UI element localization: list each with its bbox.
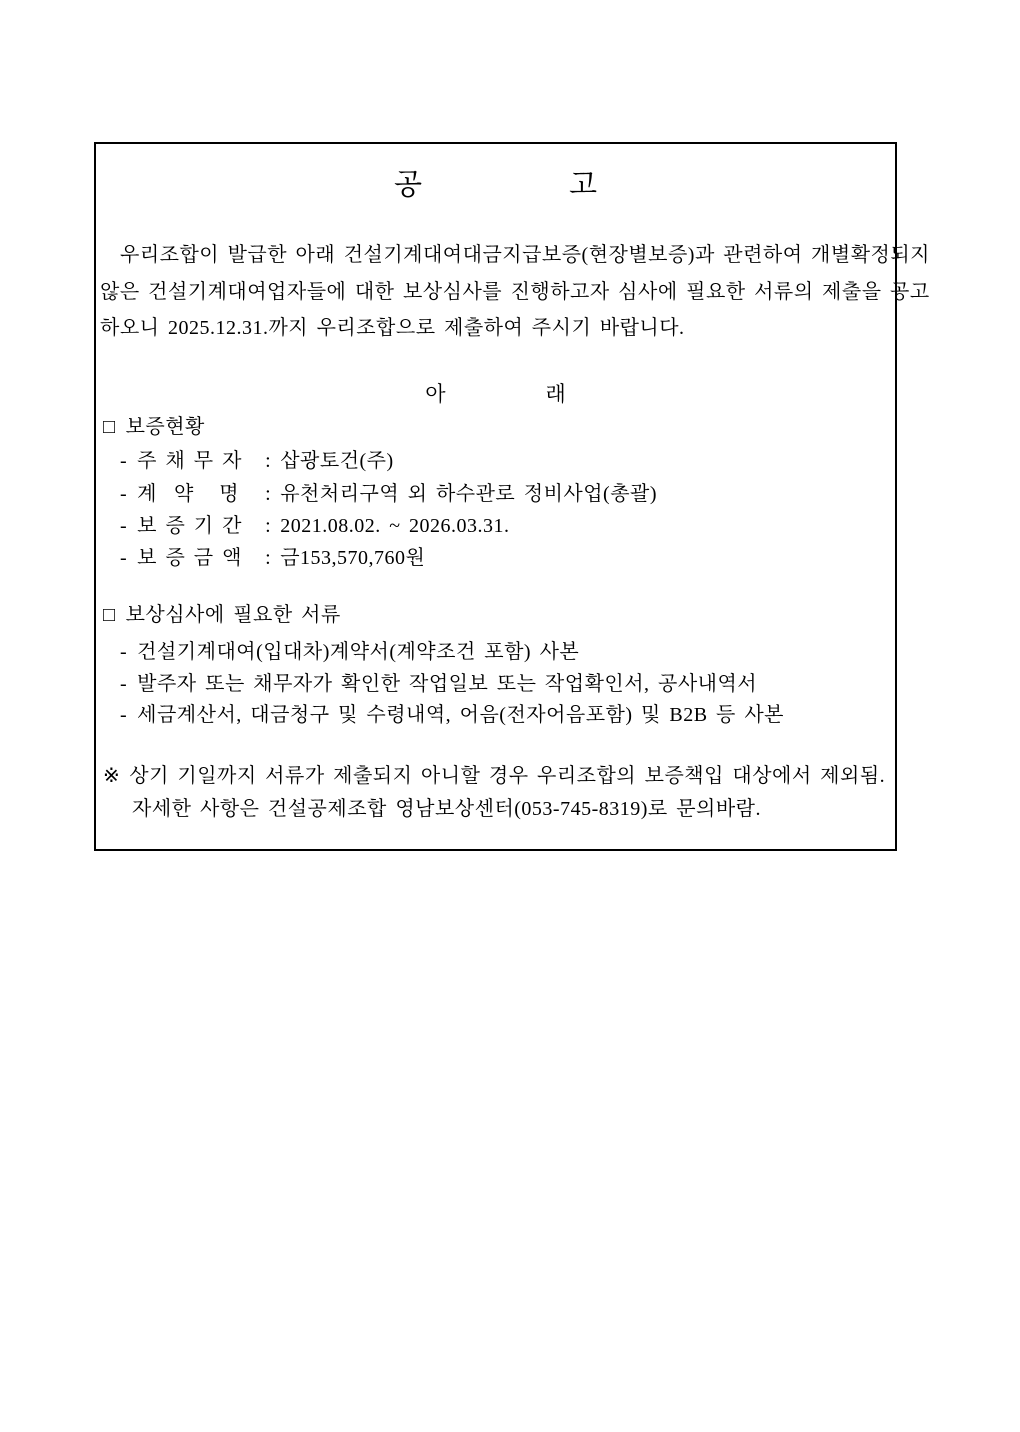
guarantee-item-colon: :: [265, 483, 272, 505]
guarantee-section-heading: [103, 415, 205, 439]
document-item-contract-copy: [120, 640, 579, 664]
dash-bullet-icon: -: [120, 515, 128, 537]
guarantee-item-value: 2021.08.02. ~ 2026.03.31.: [280, 515, 510, 537]
footnote-text-1: 상기 기일까지 서류가 제출되지 아니할 경우 우리조합의 보증책입 대상에서 제외됨.: [129, 765, 886, 787]
dash-bullet-icon: -: [120, 483, 128, 505]
dash-bullet-icon: -: [120, 547, 128, 569]
dash-bullet-icon: -: [120, 704, 128, 726]
reference-mark-icon: ※: [103, 765, 121, 787]
dash-bullet-icon: -: [120, 673, 128, 695]
footnote-line-1: [103, 764, 885, 788]
dash-bullet-icon: -: [120, 450, 128, 472]
documents-section-heading: [103, 603, 341, 627]
guarantee-item-colon: :: [265, 450, 272, 472]
guarantee-item-label: 보 증 기 간: [137, 515, 242, 537]
guarantee-item-contract-name: [120, 482, 657, 506]
subtitle-char-first: 아: [425, 382, 446, 406]
guarantee-item-label: 계 약 명: [137, 483, 240, 505]
document-item-tax-invoice: [120, 703, 784, 727]
notice-subtitle: [96, 382, 895, 407]
title-char-first: 공: [393, 169, 422, 201]
intro-line-1: 우리조합이 발급한 아래 건설기계대여대금지급보증(현장별보증)과 관련하여 개별확정되지: [120, 244, 930, 266]
document-item-text: 발주자 또는 채무자가 확인한 작업일보 또는 작업확인서, 공사내역서: [137, 673, 758, 695]
guarantee-item-value: 금153,570,760원: [280, 547, 426, 569]
document-item-text: 건설기계대여(입대차)계약서(계약조건 포함) 사본: [137, 641, 580, 663]
square-bullet-icon: □: [103, 604, 116, 626]
guarantee-item-label: 주 채 무 자: [137, 450, 242, 472]
document-item-work-report: [120, 672, 757, 696]
notice-border-box: [94, 142, 930, 851]
document-item-text: 세금계산서, 대금청구 및 수령내역, 어음(전자어음포함) 및 B2B 등 사본: [137, 704, 784, 726]
guarantee-item-colon: :: [265, 515, 272, 537]
documents-section-heading-label: 보상심사에 필요한 서류: [125, 604, 341, 626]
guarantee-section-heading-label: 보증현황: [125, 416, 205, 438]
notice-title: [96, 168, 895, 202]
guarantee-item-label: 보 증 금 액: [137, 547, 242, 569]
guarantee-item-amount: [120, 546, 425, 570]
subtitle-char-second: 래: [545, 382, 566, 406]
guarantee-item-value: 유천처리구역 외 하수관로 정비사업(총괄): [280, 483, 657, 505]
footnote-line-2: 자세한 사항은 건설공제조합 영남보상센터(053-745-8319)로 문의바람.: [132, 798, 762, 820]
guarantee-item-colon: :: [265, 547, 272, 569]
guarantee-item-period: [120, 514, 510, 538]
intro-line-3: 하오니 2025.12.31.까지 우리조합으로 제출하여 주시기 바랍니다.: [100, 317, 685, 339]
guarantee-item-debtor: [120, 449, 394, 473]
square-bullet-icon: □: [103, 416, 116, 438]
intro-line-2: 않은 건설기계대여업자들에 대한 보상심사를 진행하고자 심사에 필요한 서류의 제출을 공고: [100, 281, 930, 303]
dash-bullet-icon: -: [120, 641, 128, 663]
guarantee-item-value: 삽광토건(주): [280, 450, 394, 472]
title-char-second: 고: [569, 169, 598, 201]
